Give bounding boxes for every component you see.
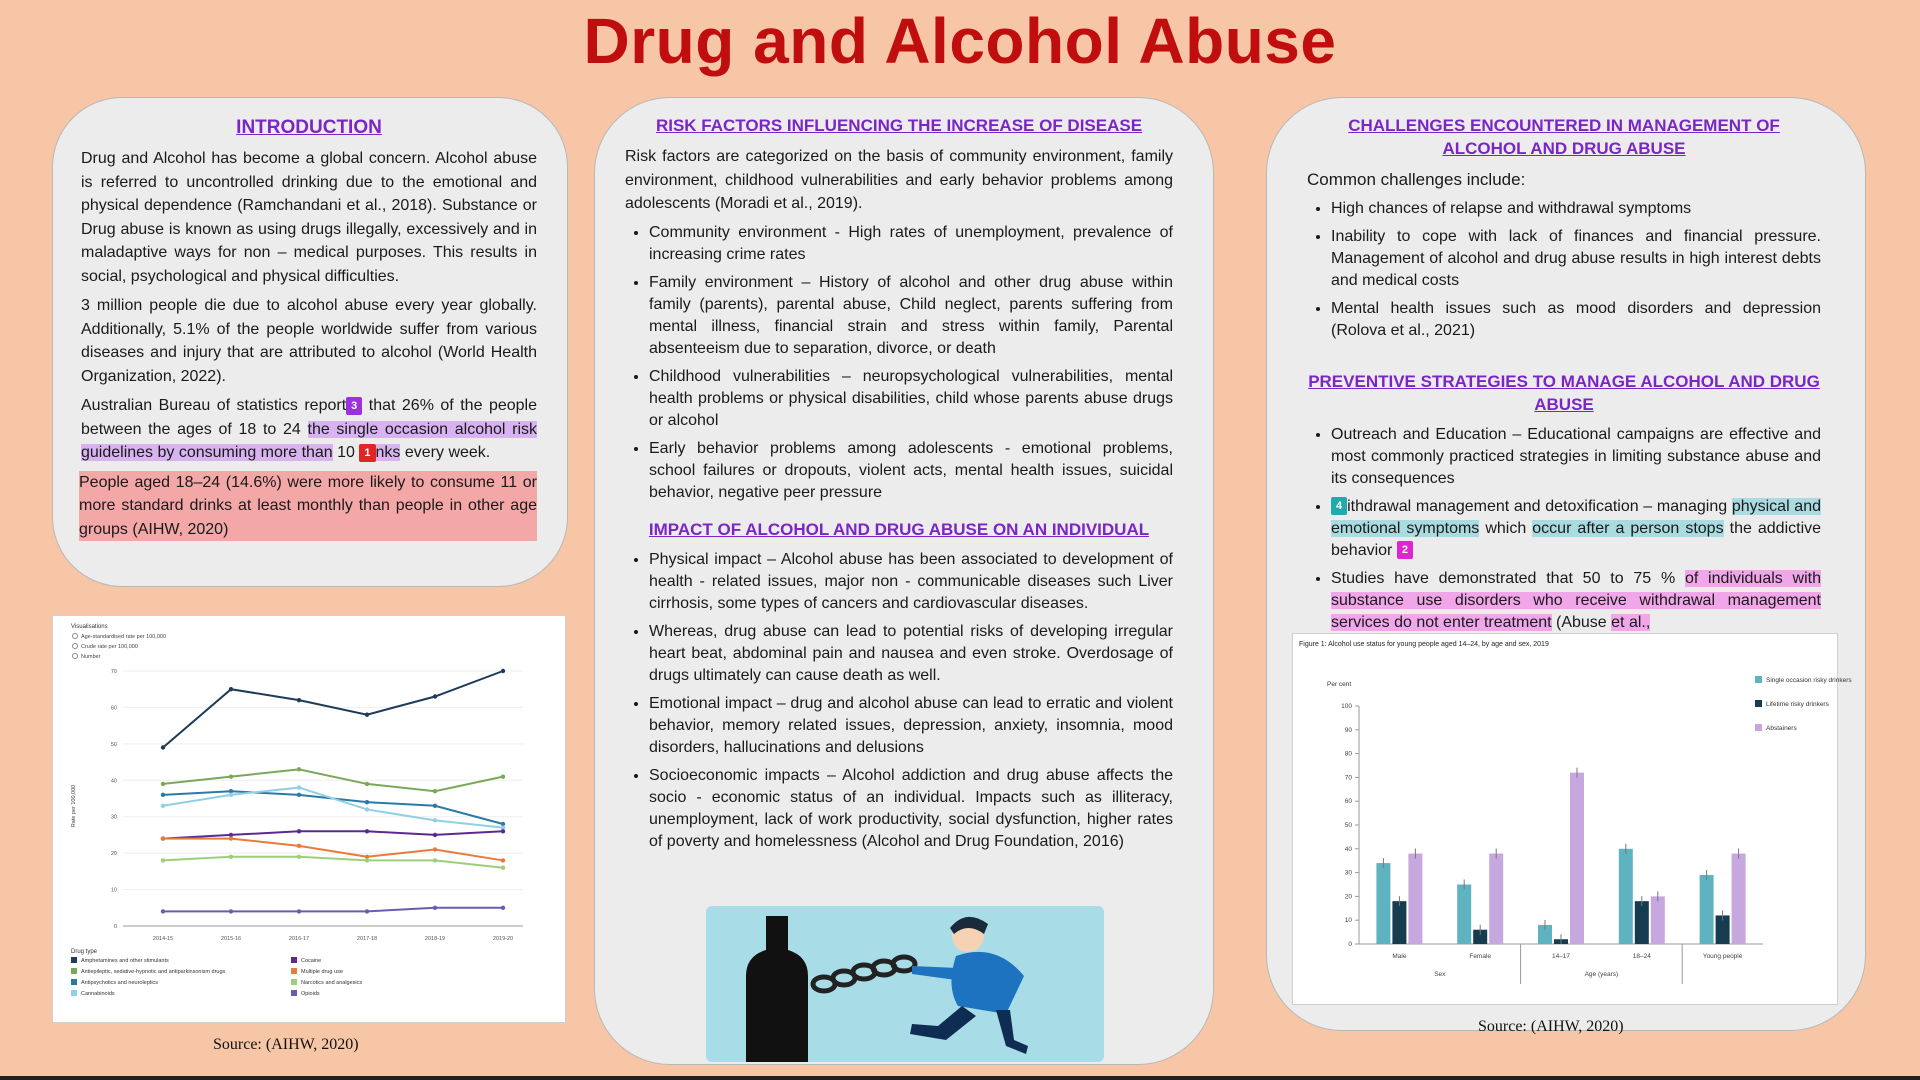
impact-item: • Socioeconomic impacts – Alcohol addiction and drug abuse affects the socio - economic status of an individual. Impacts such as illiteracy, unemployment, lack of work productivity, social dysfunction, higher rates of poverty and homelessness (Alcohol and Drug Foundation, 2016) xyxy=(649,765,1173,853)
legend-swatch xyxy=(71,957,77,963)
intro-p3-text-d: every week. xyxy=(400,444,491,461)
y-tick-label: 0 xyxy=(113,924,117,930)
toggle-label: Crude rate per 100,000 xyxy=(81,644,138,650)
impact-list xyxy=(625,549,1173,853)
toggle-label: Number xyxy=(81,654,101,660)
y-tick-label: 30 xyxy=(110,814,117,821)
data-point[interactable] xyxy=(433,789,437,793)
legend-label: Antiepileptic, sedative-hypnotic and antiparkinsonism drugs xyxy=(81,969,226,975)
preventive-item-1: • Outreach and Education – Educational campaigns are effective and most commonly practiced strategies in limiting substance abuse and its consequences xyxy=(1331,424,1821,490)
x-tick-label: 2017-18 xyxy=(356,936,378,942)
highlight-purple: the single occasion alcohol risk guidelines by consuming more than xyxy=(81,420,538,461)
legend-swatch xyxy=(291,979,297,985)
toggle-radio[interactable] xyxy=(73,644,78,649)
data-point[interactable] xyxy=(501,669,505,673)
challenges-intro: Common challenges include: xyxy=(1307,170,1526,189)
legend-swatch xyxy=(71,990,77,996)
preventive-item-3 xyxy=(1331,568,1821,634)
data-point[interactable] xyxy=(365,782,369,786)
data-point[interactable] xyxy=(365,807,369,811)
legend-swatch xyxy=(71,979,77,985)
data-point[interactable] xyxy=(161,745,165,749)
y-tick-label: 60 xyxy=(110,705,117,712)
data-point[interactable] xyxy=(297,909,301,913)
group-label: Sex xyxy=(1434,971,1446,978)
data-point[interactable] xyxy=(365,800,369,804)
data-point[interactable] xyxy=(297,844,301,848)
legend-label: Antipsychotics and neuroleptics xyxy=(81,980,159,986)
legend-label: Abstainers xyxy=(1766,725,1797,732)
risk-list xyxy=(625,222,1173,504)
legend-title: Drug type xyxy=(71,949,98,955)
annotation-badge-3[interactable]: 3 xyxy=(346,397,362,415)
data-point[interactable] xyxy=(229,687,233,691)
bar-chart-ylabel: Per cent xyxy=(1327,681,1352,688)
highlight-purple-2: nks xyxy=(375,444,401,461)
data-point[interactable] xyxy=(433,804,437,808)
y-axis-label: Rate per 100,000 xyxy=(71,784,77,828)
data-point[interactable] xyxy=(161,804,165,808)
illustration-svg xyxy=(706,906,1104,1062)
legend-label: Cannabinoids xyxy=(81,991,115,997)
intro-p3-text-b: that 26% of the people between the ages of 18 to 24 xyxy=(81,397,537,438)
x-tick-label: Male xyxy=(1392,953,1407,960)
impact-item: • Emotional impact – drug and alcohol abuse can lead to erratic and violent behavior, memory related issues, depression, anxiety, insomnia, mood disorders, hallucinations and delusions xyxy=(649,693,1173,759)
y-tick-label: 50 xyxy=(1344,822,1352,829)
data-point[interactable] xyxy=(433,694,437,698)
data-point[interactable] xyxy=(501,774,505,778)
data-point[interactable] xyxy=(297,785,301,789)
x-tick-label: 18–24 xyxy=(1632,953,1651,960)
y-tick-label: 20 xyxy=(110,851,117,858)
x-tick-label: 2014-15 xyxy=(152,936,174,942)
series-line xyxy=(163,831,503,838)
bar[interactable] xyxy=(1570,773,1584,944)
highlight-teal: physical and emotional symptoms xyxy=(1331,497,1821,537)
bar-chart-svg xyxy=(1293,634,1852,1004)
bar[interactable] xyxy=(1489,854,1503,944)
series-line xyxy=(163,788,503,828)
data-point[interactable] xyxy=(229,855,233,859)
legend-label: Amphetamines and other stimulants xyxy=(81,958,169,964)
left-chart-source: Source: (AIHW, 2020) xyxy=(213,1036,359,1053)
preventive-3-text-b: (Abuse xyxy=(1551,613,1612,631)
data-point[interactable] xyxy=(229,774,233,778)
preventive-3-text-a: Studies have demonstrated that 50 to 75 % xyxy=(1331,569,1685,587)
poster-title: Drug and Alcohol Abuse xyxy=(583,5,1337,77)
introduction-heading: INTRODUCTION xyxy=(236,117,382,138)
legend-swatch xyxy=(291,957,297,963)
alcohol-bar-chart xyxy=(1292,633,1852,1005)
impact-item: • Whereas, drug abuse can lead to potential risks of developing irregular heart beat, abdominal pain and nausea and even stroke. Overdosage of drugs ultimately can cause death as well. xyxy=(649,621,1173,687)
y-tick-label: 20 xyxy=(1344,893,1352,901)
x-tick-label: 14–17 xyxy=(1551,953,1571,960)
risk-item: • Family environment – History of alcohol and other drug abuse within family (parents), parental abuse, Child neglect, parents suffering from mental illness, financial strain and stress within family, Parental absenteeism due to separation, divorce, or death xyxy=(649,272,1173,360)
legend-swatch xyxy=(1755,700,1762,707)
y-tick-label: 30 xyxy=(1344,869,1352,877)
preventive-heading: PREVENTIVE STRATEGIES TO MANAGE ALCOHOL AND DRUG ABUSE xyxy=(1308,371,1820,414)
legend-swatch xyxy=(1755,676,1762,683)
data-point[interactable] xyxy=(365,909,369,913)
data-point[interactable] xyxy=(297,829,301,833)
legend-label: Opioids xyxy=(301,991,320,997)
group-label: Age (years) xyxy=(1584,971,1619,978)
data-point[interactable] xyxy=(297,855,301,859)
legend-label: Multiple drug use xyxy=(301,969,343,975)
data-point[interactable] xyxy=(433,818,437,822)
challenge-item: • Inability to cope with lack of finances and financial pressure. Management of alcohol and drug abuse results in high interest debts and medical costs xyxy=(1331,226,1821,292)
bar-chart-title: Figure 1: Alcohol use status for young people aged 14–24, by age and sex, 2019 xyxy=(1299,641,1549,648)
annotation-badge-1[interactable]: 1 xyxy=(359,444,375,462)
data-point[interactable] xyxy=(365,713,369,717)
data-point[interactable] xyxy=(161,858,165,862)
risk-heading: RISK FACTORS INFLUENCING THE INCREASE OF DISEASE xyxy=(655,116,1143,135)
legend-label: Cocaine xyxy=(301,958,322,964)
y-tick-label: 40 xyxy=(110,778,117,785)
bar[interactable] xyxy=(1619,849,1633,944)
challenge-item: • High chances of relapse and withdrawal symptoms xyxy=(1331,198,1821,220)
y-tick-label: 80 xyxy=(1344,750,1352,758)
legend-label: Single occasion risky drinkers xyxy=(1766,677,1852,684)
bar[interactable] xyxy=(1700,875,1714,944)
challenges-list xyxy=(1307,198,1821,342)
legend-swatch xyxy=(291,990,297,996)
y-tick-label: 10 xyxy=(110,887,117,894)
impact-heading: IMPACT OF ALCOHOL AND DRUG ABUSE ON AN INDIVIDUAL xyxy=(648,519,1150,539)
chain-shape xyxy=(813,957,915,991)
data-point[interactable] xyxy=(365,829,369,833)
intro-paragraph-4: People aged 18–24 (14.6%) were more likely to consume 11 or more standard drinks at least monthly than people in other age groups (AIHW, 2020) xyxy=(79,471,537,542)
preventive-2-text-b: which xyxy=(1479,519,1533,537)
preventive-2-text-a: ithdrawal management and detoxification – managing xyxy=(1347,497,1732,515)
drug-line-chart xyxy=(52,615,566,1023)
data-point[interactable] xyxy=(229,793,233,797)
data-point[interactable] xyxy=(229,909,233,913)
legend-swatch xyxy=(1755,724,1762,731)
toggle-label: Age-standardised rate per 100,000 xyxy=(81,634,167,640)
series-line xyxy=(163,671,503,748)
risk-intro: Risk factors are categorized on the basis of community environment, family environment, childhood vulnerabilities and early behavior problems among adolescents (Moradi et al., 2019). xyxy=(625,148,1173,212)
y-tick-label: 40 xyxy=(1344,845,1352,853)
intro-p3-text-c: 10 xyxy=(332,444,360,461)
y-tick-label: 60 xyxy=(1344,798,1352,806)
intro-paragraph-3 xyxy=(81,394,537,465)
data-point[interactable] xyxy=(433,847,437,851)
bar[interactable] xyxy=(1408,854,1422,944)
chart-header: Visualisations xyxy=(71,624,108,630)
y-tick-label: 50 xyxy=(110,741,117,748)
intro-p3-text-a: Australian Bureau of statistics report xyxy=(81,397,347,414)
data-point[interactable] xyxy=(501,906,505,910)
risk-item: • Childhood vulnerabilities – neuropsychological vulnerabilities, mental health problems or physical disabilities, child whose parents abuse drugs or alcohol xyxy=(649,366,1173,432)
highlight-magenta-2: et al., xyxy=(1611,613,1651,631)
legend-label: Narcotics and analgesics xyxy=(301,980,363,986)
risk-item: • Early behavior problems among adolescents - emotional problems, school failures or dropouts, violent acts, mental health issues, suicidal behavior, negative peer pressure xyxy=(649,438,1173,504)
toggle-radio[interactable] xyxy=(73,634,78,639)
series-line xyxy=(163,857,503,868)
introduction-panel xyxy=(52,97,568,587)
data-point[interactable] xyxy=(229,836,233,840)
bar[interactable] xyxy=(1635,901,1649,944)
highlight-magenta: of individuals with substance use disorders who receive withdrawal management services do not enter treatment xyxy=(1331,569,1821,631)
preventive-list xyxy=(1307,424,1821,634)
bar[interactable] xyxy=(1376,863,1390,944)
addiction-illustration xyxy=(706,906,1104,1062)
toggle-radio[interactable] xyxy=(73,654,78,659)
y-tick-label: 90 xyxy=(1344,726,1352,734)
intro-paragraph-2: 3 million people die due to alcohol abuse every year globally. Additionally, 5.1% of the people worldwide suffer from various diseases and injury that are attributed to alcohol (World Health Organization, 2022). xyxy=(81,297,537,385)
legend-swatch xyxy=(291,968,297,974)
x-tick-label: 2015-16 xyxy=(220,936,242,942)
data-point[interactable] xyxy=(501,829,505,833)
bar[interactable] xyxy=(1457,885,1471,945)
bottom-border xyxy=(0,1076,1920,1080)
bottle-shape xyxy=(746,916,808,1062)
intro-paragraph-1: Drug and Alcohol has become a global concern. Alcohol abuse is referred to uncontrolled drinking due to the emotional and physical dependence (Ramchandani et al., 2018). Substance or Drug abuse is known as using drugs illegally, excessively and in maladaptive ways for non – medical purposes. This results in social, psychological and physical difficulties. xyxy=(81,150,537,285)
person-figure xyxy=(910,917,1028,1054)
highlight-teal-2: occur after a person stops xyxy=(1532,519,1724,537)
data-point[interactable] xyxy=(501,866,505,870)
x-tick-label: 2019-20 xyxy=(492,936,514,942)
data-point[interactable] xyxy=(297,698,301,702)
x-tick-label: Young people xyxy=(1702,953,1743,960)
data-point[interactable] xyxy=(433,906,437,910)
y-tick-label: 100 xyxy=(1341,703,1352,710)
bar[interactable] xyxy=(1732,854,1746,944)
preventive-2-text-c: the addictive behavior xyxy=(1331,519,1822,559)
data-point[interactable] xyxy=(297,767,301,771)
bar[interactable] xyxy=(1392,901,1406,944)
data-point[interactable] xyxy=(161,909,165,913)
series-line xyxy=(163,908,503,912)
x-tick-label: 2018-19 xyxy=(424,936,446,942)
data-point[interactable] xyxy=(433,858,437,862)
y-tick-label: 70 xyxy=(110,669,117,675)
x-tick-label: 2016-17 xyxy=(288,936,310,942)
annotation-badge-2[interactable]: 2 xyxy=(1397,541,1413,559)
y-tick-label: 70 xyxy=(1344,774,1352,782)
data-point[interactable] xyxy=(161,836,165,840)
series-line xyxy=(163,791,503,824)
data-point[interactable] xyxy=(365,858,369,862)
legend-label: Lifetime risky drinkers xyxy=(1766,701,1829,708)
data-point[interactable] xyxy=(161,782,165,786)
legend-swatch xyxy=(71,968,77,974)
risk-item: • Community environment - High rates of unemployment, prevalence of increasing crime rates xyxy=(649,222,1173,266)
y-tick-label: 0 xyxy=(1348,941,1352,948)
annotation-badge-4[interactable]: 4 xyxy=(1331,497,1347,515)
data-point[interactable] xyxy=(297,793,301,797)
data-point[interactable] xyxy=(433,833,437,837)
preventive-item-2 xyxy=(1331,496,1821,562)
right-chart-source: Source: (AIHW, 2020) xyxy=(1478,1018,1624,1035)
data-point[interactable] xyxy=(161,793,165,797)
impact-item: • Physical impact – Alcohol abuse has been associated to development of health - related issues, major non - communicable diseases such Liver cirrhosis, some types of cancers and cardiovascular diseases. xyxy=(649,549,1173,615)
data-point[interactable] xyxy=(501,858,505,862)
y-tick-label: 10 xyxy=(1344,917,1352,925)
challenge-item: • Mental health issues such as mood disorders and depression (Rolova et al., 2021) xyxy=(1331,298,1821,342)
x-tick-label: Female xyxy=(1469,953,1492,960)
line-chart-svg xyxy=(53,616,565,1022)
challenges-heading: CHALLENGES ENCOUNTERED IN MANAGEMENT OF ALCOHOL AND DRUG ABUSE xyxy=(1348,116,1780,158)
bar[interactable] xyxy=(1651,896,1665,944)
